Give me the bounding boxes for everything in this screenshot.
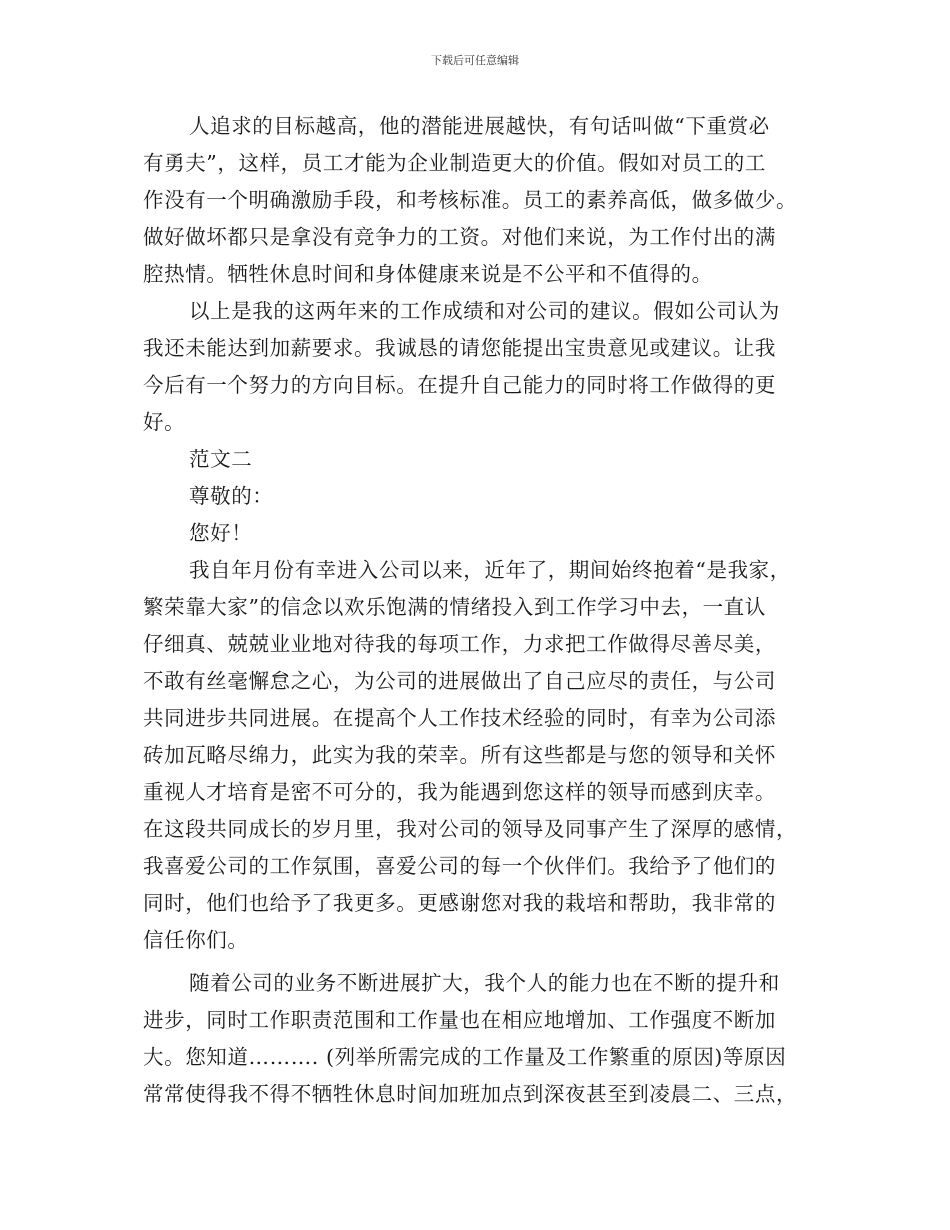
text-line: 我喜爱公司的工作氛围，喜爱公司的每一个伙伴们。我给予了他们的 (143, 854, 776, 878)
text-line: 有勇夫”，这样，员工才能为企业制造更大的价值。假如对员工的工 (143, 151, 766, 175)
text-line: 仔细真、兢兢业业地对待我的每项工作，力求把工作做得尽善尽美， (143, 632, 776, 656)
text-line: 同时，他们也给予了我更多。更感谢您对我的栽培和帮助，我非常的 (143, 891, 776, 915)
text-line: 重视人才培育是密不可分的，我为能遇到您这样的领导而感到庆幸。 (143, 780, 776, 804)
text-line: 不敢有丝毫懈怠之心，为公司的进展做出了自己应尽的责任，与公司 (143, 669, 776, 693)
text-line: 砖加瓦略尽绵力，此实为我的荣幸。所有这些都是与您的领导和关怀 (143, 743, 776, 767)
section-heading: 范文二 (189, 447, 253, 471)
text-line: 在这段共同成长的岁月里，我对公司的领导及同事产生了深厚的感情， (143, 817, 798, 841)
text-line: 我还未能达到加薪要求。我诚恳的请您能提出宝贵意见或建议。让我 (143, 336, 776, 360)
text-line: 好。 (143, 410, 186, 434)
text-line: 人追求的目标越高，他的潜能进展越快，有句话叫做“下重赏必 (189, 114, 770, 138)
document-body (143, 108, 811, 1113)
text-line: 做好做坏都只是拿没有竞争力的工资。对他们来说，为工作付出的满 (143, 225, 776, 249)
text-line: 作没有一个明确激励手段，和考核标准。员工的素养高低，做多做少。 (143, 188, 798, 212)
text-line: 进步，同时工作职责范围和工作量也在相应地增加、工作强度不断加 (143, 1008, 776, 1032)
page-header: 下载后可任意编辑 (431, 54, 519, 67)
text-line: 大。您知道………. (列举所需完成的工作量及工作繁重的原因)等原因 (143, 1045, 787, 1069)
text-line: 常常使得我不得不牺牲休息时间加班加点到深夜甚至到凌晨二、三点， (143, 1082, 798, 1106)
text-line: 随着公司的业务不断进展扩大，我个人的能力也在不断的提升和 (189, 971, 780, 995)
text-line: 今后有一个努力的方向目标。在提升自己能力的同时将工作做得的更 (143, 373, 776, 397)
greeting: 您好！ (189, 521, 253, 545)
text-line: 我自年月份有幸进入公司以来，近年了，期间始终抱着“是我家， (189, 558, 791, 582)
text-line: 腔热情。牺牲休息时间和身体健康来说是不公平和不值得的。 (143, 262, 713, 286)
text-line: 信任你们。 (143, 928, 249, 952)
text-line: 共同进步共同进展。在提高个人工作技术经验的同时，有幸为公司添 (143, 706, 776, 730)
text-line: 繁荣靠大家”的信念以欢乐饱满的情绪投入到工作学习中去，一直认 (143, 595, 766, 619)
text-line: 以上是我的这两年来的工作成绩和对公司的建议。假如公司认为 (189, 299, 780, 323)
salutation: 尊敬的： (189, 484, 274, 508)
